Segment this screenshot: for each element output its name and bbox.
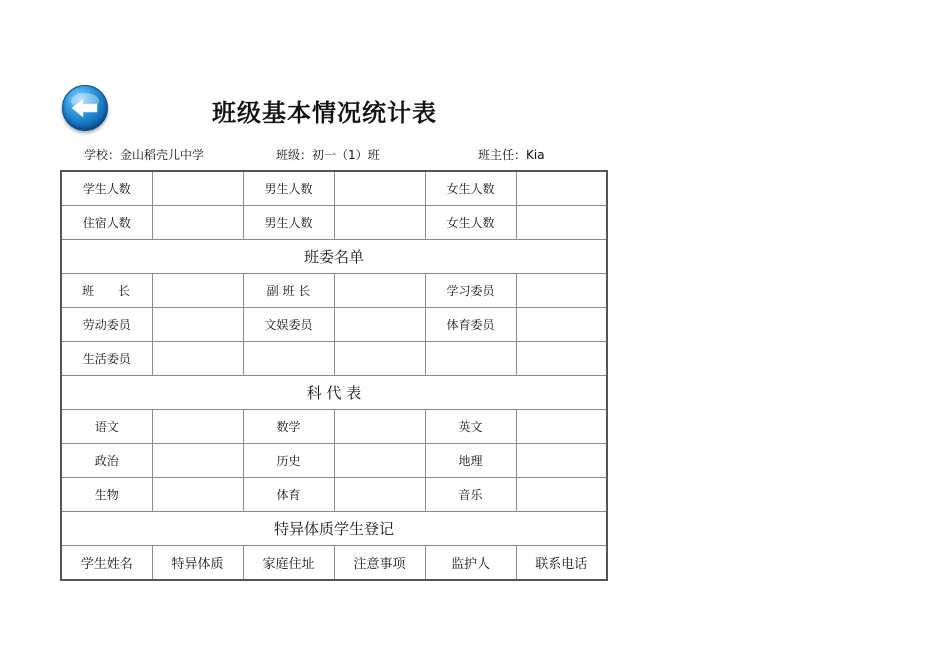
value-cell[interactable] [152, 274, 243, 308]
row-label: 生物 [61, 478, 152, 512]
row-label: 班 长 [61, 274, 152, 308]
table-row [61, 444, 607, 478]
table-row [61, 206, 607, 240]
table-row [61, 171, 607, 206]
row-label: 文娱委员 [243, 308, 334, 342]
section-header-committee: 班委名单 [61, 240, 607, 274]
class-label: 班级：初一（1）班 [276, 148, 380, 162]
row-label: 音乐 [425, 478, 516, 512]
value-cell[interactable] [334, 274, 425, 308]
back-button[interactable] [62, 85, 108, 131]
column-header: 联系电话 [516, 546, 607, 581]
table-row [61, 274, 607, 308]
value-cell[interactable] [516, 410, 607, 444]
school-label: 学校：金山稻壳儿中学 [84, 148, 205, 162]
value-cell[interactable] [334, 342, 425, 376]
value-cell[interactable] [152, 206, 243, 240]
row-label: 生活委员 [61, 342, 152, 376]
row-label: 历史 [243, 444, 334, 478]
section-row [61, 376, 607, 410]
value-cell[interactable] [152, 410, 243, 444]
row-label: 劳动委员 [61, 308, 152, 342]
row-label: 地理 [425, 444, 516, 478]
value-cell[interactable] [516, 274, 607, 308]
row-label: 学生人数 [61, 171, 152, 206]
value-cell[interactable] [152, 444, 243, 478]
arrow-left-icon [63, 86, 107, 130]
value-cell[interactable] [152, 308, 243, 342]
row-label: 男生人数 [243, 206, 334, 240]
table-row [61, 308, 607, 342]
table-row [61, 342, 607, 376]
value-cell[interactable] [334, 444, 425, 478]
table-row [61, 410, 607, 444]
value-cell[interactable] [516, 308, 607, 342]
value-cell[interactable] [425, 342, 516, 376]
value-cell[interactable] [334, 171, 425, 206]
value-cell[interactable] [152, 171, 243, 206]
row-label: 副 班 长 [243, 274, 334, 308]
section-header-special-health: 特异体质学生登记 [61, 512, 607, 546]
value-cell[interactable] [152, 478, 243, 512]
page-title: 班级基本情况统计表 [212, 99, 437, 127]
column-header: 监护人 [425, 546, 516, 581]
value-cell[interactable] [334, 308, 425, 342]
column-header: 特异体质 [152, 546, 243, 581]
value-cell[interactable] [516, 342, 607, 376]
section-row [61, 240, 607, 274]
row-label: 语文 [61, 410, 152, 444]
value-cell[interactable] [243, 342, 334, 376]
value-cell[interactable] [516, 171, 607, 206]
value-cell[interactable] [334, 206, 425, 240]
section-header-representatives: 科 代 表 [61, 376, 607, 410]
teacher-label: 班主任：Kia [478, 148, 545, 162]
table-header-row [61, 546, 607, 581]
row-label: 男生人数 [243, 171, 334, 206]
column-header: 家庭住址 [243, 546, 334, 581]
column-header: 注意事项 [334, 546, 425, 581]
value-cell[interactable] [516, 478, 607, 512]
row-label: 体育委员 [425, 308, 516, 342]
value-cell[interactable] [516, 444, 607, 478]
value-cell[interactable] [334, 478, 425, 512]
row-label: 数学 [243, 410, 334, 444]
value-cell[interactable] [334, 410, 425, 444]
column-header: 学生姓名 [61, 546, 152, 581]
row-label: 女生人数 [425, 171, 516, 206]
row-label: 女生人数 [425, 206, 516, 240]
row-label: 英文 [425, 410, 516, 444]
row-label: 体育 [243, 478, 334, 512]
section-row [61, 512, 607, 546]
value-cell[interactable] [152, 342, 243, 376]
row-label: 政治 [61, 444, 152, 478]
value-cell[interactable] [516, 206, 607, 240]
row-label: 学习委员 [425, 274, 516, 308]
class-info-table [60, 170, 608, 581]
row-label: 住宿人数 [61, 206, 152, 240]
table-row [61, 478, 607, 512]
